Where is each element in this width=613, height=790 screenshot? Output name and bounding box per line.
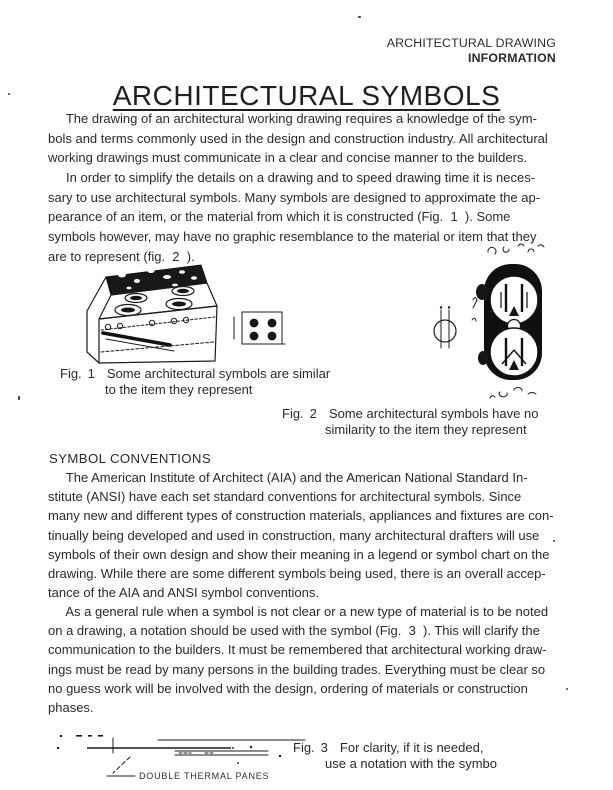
text-line: As a general rule when a symbol is not clear or a new type of material is to be noted: [48, 604, 549, 619]
figure-2-number: 2: [309, 406, 317, 421]
text-line: tance of the AIA and ANSI symbol conventions.: [48, 585, 320, 601]
text-line: stitute (ANSI) have each set standard conventions for architectural symbols. Since: [48, 489, 522, 505]
figure-1-caption: [60, 366, 330, 397]
header-line-2: INFORMATION: [467, 50, 556, 65]
figure-3-number: 3: [320, 740, 328, 755]
paragraph-1: [48, 109, 548, 168]
text-line: The American Institute of Architect (AIA) and the American National Standard In-: [48, 470, 528, 485]
figure-3-label: Fig.: [293, 740, 315, 755]
section-heading: SYMBOL CONVENTIONS: [49, 451, 212, 466]
text-line: tinually being developed and used in construction, many architectural drafters will use: [48, 527, 540, 543]
figure-3-caption-line-1: For clarity, if it is needed,: [339, 740, 484, 755]
text-line: The drawing of an architectural working drawing requires a knowledge of the sym-: [48, 111, 537, 126]
text-line: on a drawing, a notation should be used with the symbol (Fig. 3 ). This will clarify the: [48, 623, 540, 639]
figure-3-caption: [293, 740, 497, 771]
text-line: bols and terms commonly used in the design and construction industry. All architectural: [48, 130, 548, 146]
text-line: symbols of their own design and show their meaning in a legend or symbol chart on the: [48, 546, 550, 562]
window-annotation-text: DOUBLE THERMAL PANES: [139, 771, 270, 781]
text-line: symbols however, may have no graphic resemblance to the material or item that they: [48, 229, 537, 245]
figure-3-caption-line-2: use a notation with the symbo: [325, 755, 497, 771]
scan-speck: [566, 688, 568, 690]
text-line: drawing. While there are some different symbols being used, there is an overall accep-: [48, 565, 546, 581]
page-header: [387, 36, 556, 65]
scan-speck: [18, 396, 20, 400]
text-line: many new and different types of construction materials, appliances and fixtures are con-: [48, 508, 554, 524]
paragraph-4: [48, 602, 548, 717]
text-line: communication to the builders. It must be remembered that architectural working draw-: [48, 642, 547, 658]
window-plan-symbol: [55, 733, 315, 790]
text-line: working drawings must communicate in a clear and concise manner to the builders.: [48, 150, 528, 166]
duplex-receptacle-illustration: [468, 240, 560, 408]
figure-1-caption-line-1: Some architectural symbols are similar: [106, 366, 331, 381]
figure-2-label: Fig.: [282, 406, 304, 421]
text-line: In order to simplify the details on a drawing and to speed drawing time it is neces-: [48, 170, 536, 185]
paragraph-2: [48, 168, 540, 266]
figure-2-caption-line-1: Some architectural symbols have no: [328, 406, 539, 421]
text-line: are to represent (fig. 2 ).: [48, 248, 195, 264]
figure-1-label: Fig.: [60, 366, 82, 381]
figure-1-number: 1: [87, 366, 95, 381]
gas-range-illustration: [76, 262, 236, 366]
figure-1-caption-line-2: to the item they represent: [105, 381, 253, 397]
scan-speck: [358, 16, 361, 18]
paragraph-3: [48, 468, 554, 602]
page-title: ARCHITECTURAL SYMBOLS: [112, 80, 501, 111]
text-line: sary to use architectural symbols. Many symbols are designed to approximate the ap-: [48, 189, 541, 205]
figure-2-caption-line-2: similarity to the item they represent: [325, 421, 527, 437]
text-line: no guess work will be involved with the design, ordering of materials or construction: [48, 680, 528, 696]
text-line: phases.: [48, 699, 94, 715]
duplex-outlet-symbol: [430, 304, 462, 354]
range-plan-symbol: [232, 308, 286, 348]
header-line-1: ARCHITECTURAL DRAWING: [386, 36, 556, 50]
text-line: pearance of an item, or the material from which it is constructed (Fig. 1 ). Some: [48, 209, 511, 225]
text-line: ings must be read by many persons in the building trades. Everything must be clear so: [48, 661, 546, 677]
figure-2-caption: [282, 406, 538, 437]
